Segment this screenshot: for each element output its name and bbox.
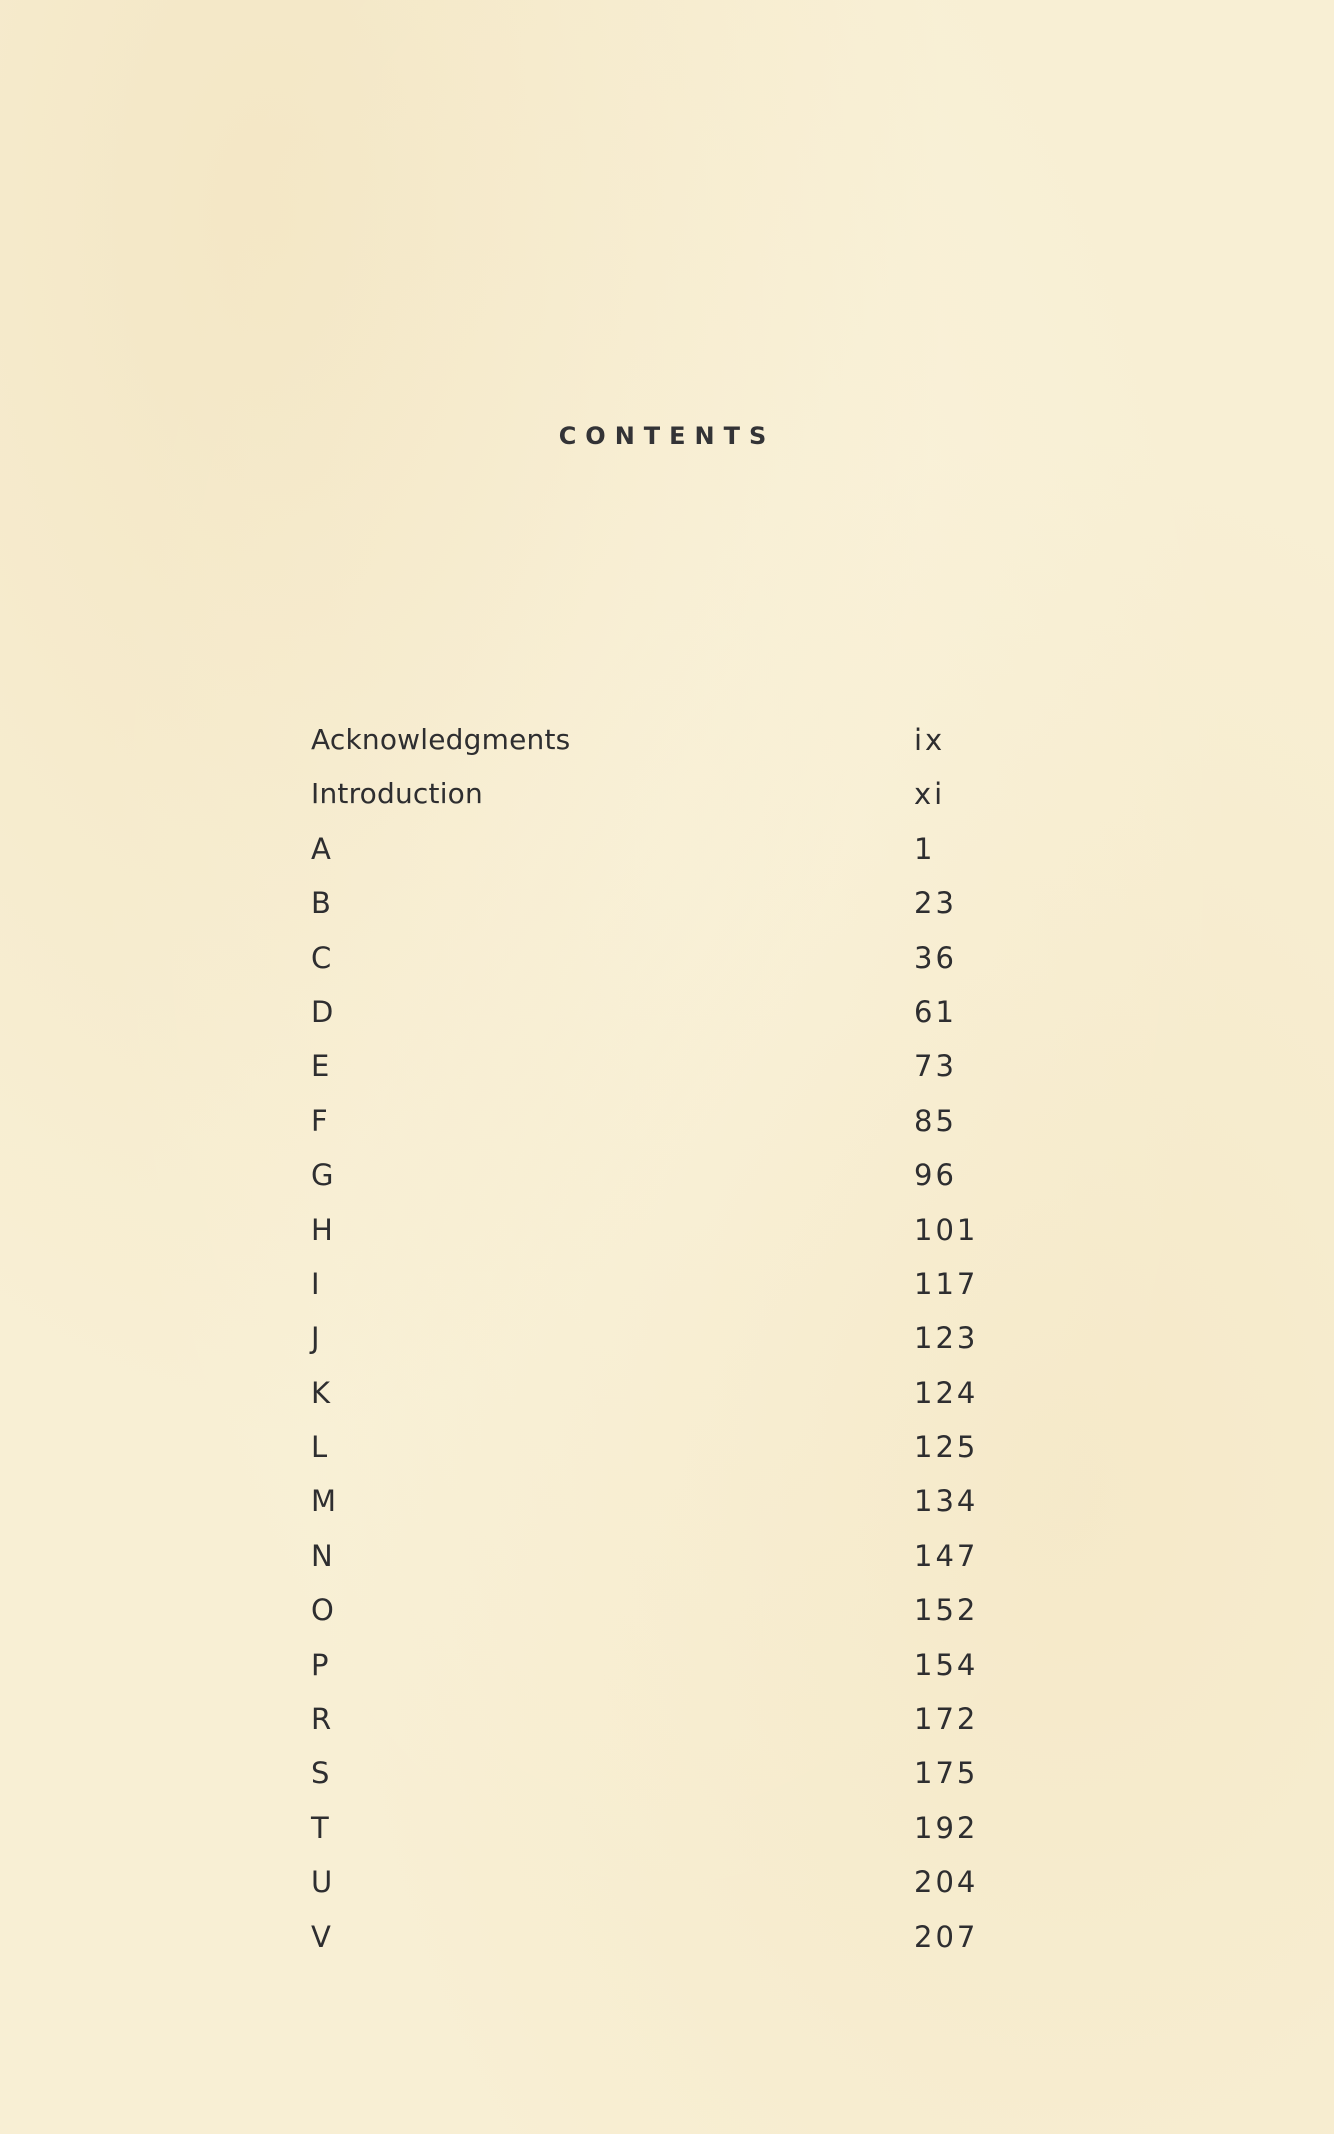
toc-entry-page-number: 23	[914, 886, 957, 921]
toc-entry-label: J	[311, 1321, 320, 1356]
toc-entry-label: B	[311, 886, 331, 921]
toc-entry-label: U	[311, 1865, 333, 1900]
toc-entry	[311, 1534, 991, 1588]
toc-entry	[311, 827, 991, 881]
table-of-contents	[311, 718, 991, 1969]
toc-entry	[311, 1262, 991, 1316]
toc-entry	[311, 1316, 991, 1370]
toc-entry-page-number: 147	[914, 1538, 979, 1573]
toc-entry-label: V	[311, 1919, 331, 1954]
toc-entry-label: S	[311, 1756, 330, 1791]
toc-entry-page-number: 117	[914, 1266, 979, 1301]
toc-entry-page-number: 36	[914, 940, 957, 975]
toc-entry-label: A	[311, 831, 331, 866]
toc-entry-label: G	[311, 1158, 334, 1193]
toc-entry-label: L	[311, 1430, 328, 1465]
toc-entry-label: O	[311, 1593, 334, 1628]
toc-entry-page-number: 85	[914, 1103, 957, 1138]
toc-entry-page-number: 152	[914, 1593, 979, 1628]
toc-entry-page-number: 207	[914, 1919, 979, 1954]
toc-entry-page-number: 1	[914, 831, 936, 866]
toc-entry-page-number: xi	[914, 777, 946, 812]
toc-entry-label: H	[311, 1212, 333, 1247]
toc-entry	[311, 1371, 991, 1425]
contents-heading: CONTENTS	[558, 422, 776, 450]
toc-entry-page-number: 73	[914, 1049, 957, 1084]
toc-entry-label: T	[311, 1810, 329, 1845]
toc-entry	[311, 1099, 991, 1153]
toc-entry-page-number: 134	[914, 1484, 979, 1519]
toc-entry-label: K	[311, 1375, 331, 1410]
toc-entry	[311, 1806, 991, 1860]
toc-entry-label: I	[311, 1266, 320, 1301]
toc-entry	[311, 1697, 991, 1751]
toc-entry	[311, 1915, 991, 1969]
toc-entry-label: Introduction	[311, 777, 483, 811]
toc-entry-label: F	[311, 1103, 328, 1138]
toc-entry-label: R	[311, 1702, 332, 1737]
toc-entry-page-number: 124	[914, 1375, 979, 1410]
toc-entry	[311, 1153, 991, 1207]
toc-entry-page-number: 96	[914, 1158, 957, 1193]
toc-entry-page-number: 175	[914, 1756, 979, 1791]
toc-entry	[311, 1044, 991, 1098]
toc-entry-label: E	[311, 1049, 330, 1084]
toc-entry-label: P	[311, 1647, 329, 1682]
toc-entry-page-number: 154	[914, 1647, 979, 1682]
toc-entry	[311, 1208, 991, 1262]
toc-entry	[311, 1588, 991, 1642]
toc-entry	[311, 1751, 991, 1805]
toc-entry-page-number: ix	[914, 723, 946, 757]
toc-entry-page-number: 172	[914, 1702, 979, 1737]
toc-entry	[311, 881, 991, 935]
toc-entry-label: M	[311, 1484, 337, 1519]
toc-entry-page-number: 125	[914, 1430, 979, 1465]
toc-entry	[311, 772, 991, 826]
toc-entry-page-number: 101	[914, 1212, 979, 1247]
toc-entry-page-number: 192	[914, 1810, 979, 1845]
toc-entry	[311, 1643, 991, 1697]
toc-entry	[311, 990, 991, 1044]
toc-entry-label: D	[311, 994, 334, 1029]
toc-entry-label: N	[311, 1538, 333, 1573]
toc-entry	[311, 936, 991, 990]
toc-entry	[311, 718, 991, 772]
toc-entry-label: Acknowledgments	[311, 723, 571, 756]
toc-entry-page-number: 204	[914, 1865, 979, 1900]
toc-entry	[311, 1425, 991, 1479]
toc-entry	[311, 1860, 991, 1914]
toc-entry-page-number: 61	[914, 994, 957, 1029]
toc-entry-label: C	[311, 940, 332, 975]
toc-entry-page-number: 123	[914, 1321, 979, 1356]
toc-entry	[311, 1479, 991, 1533]
